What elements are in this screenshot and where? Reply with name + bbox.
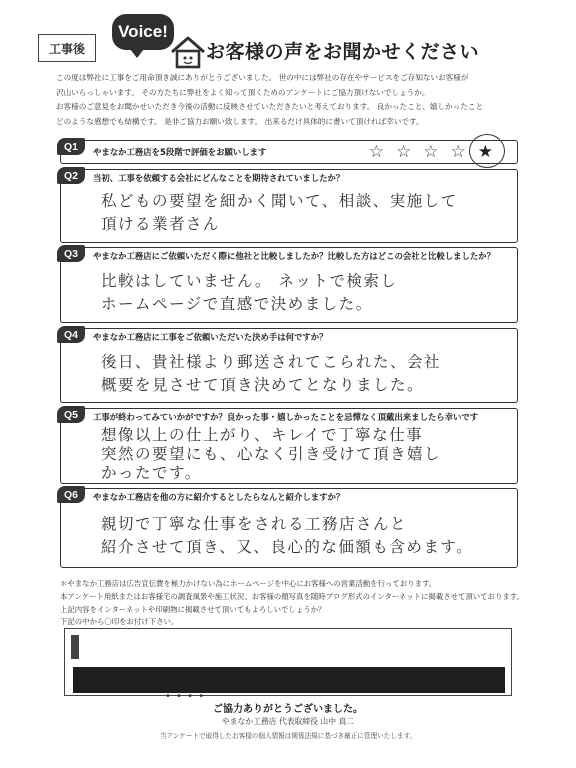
note-line: ＊やまなか工務店は広告宣伝費を極力かけない為にホームページを中心にお客様への営業活動を行っております。 <box>60 579 437 588</box>
question-text: 工事が終わってみていかがですか？良かった事・嬉しかったことを忌憚なく頂戴出来ましたら幸いです <box>93 412 479 422</box>
redacted-area <box>73 667 505 693</box>
handwritten-answer <box>101 351 441 397</box>
question-label: Q6 <box>57 486 85 503</box>
voice-bubble: Voice! <box>112 14 174 50</box>
answer-line: かったです。 <box>101 464 202 482</box>
question-label: Q2 <box>57 167 85 184</box>
house-icon <box>168 34 208 70</box>
footer-notes <box>60 578 530 629</box>
question-text: やまなか工務店を5段階で評価をお願いします <box>93 147 267 157</box>
question-q5 <box>60 408 518 484</box>
question-text: 当初、工事を依頼する会社にどんなことを期待されていましたか？ <box>93 173 345 183</box>
note-line: 下記の中から〇印をお付け下さい。 <box>60 617 179 627</box>
privacy-note: 当アンケートで取得したお客様の個人情報は関係法規に基づき厳正に管理いたします。 <box>159 732 417 740</box>
question-label: Q1 <box>57 138 85 155</box>
intro-line: お客様のご意見をお聞かせいただき今後の活動に反映させていただきたいと考えております。 良かったこと、嬉しかったこと <box>56 102 484 112</box>
answer-line: 想像以上の仕上がり、キレイで丁寧な仕事 <box>101 426 424 444</box>
answer-line: 概要を見させて頂き決めてとなりました。 <box>101 376 425 394</box>
page-title: お客様の声をお聞かせください <box>206 41 480 63</box>
note-line: 本アンケート用紙またはお客様宅の調査風景や施工状況、お客様の顔写真を随時ブログ形式のインターネットに掲載させて頂いております。 <box>60 591 524 601</box>
rating-stars <box>369 141 493 163</box>
question-text: やまなか工務店に工事をご依頼いただいた決め手は何ですか？ <box>93 332 328 342</box>
question-label: Q4 <box>57 326 85 343</box>
question-text: やまなか工務店にご依頼いただく際に他社と比較しましたか？比較した方はどこの会社と比較しましたか？ <box>93 251 495 261</box>
question-q4 <box>60 328 518 403</box>
intro-text <box>56 72 526 130</box>
star-outline-icon: ☆ <box>368 142 384 162</box>
handwritten-answer <box>101 190 458 236</box>
answer-line: 私どもの要望を細かく聞いて、相談、実施して <box>101 192 458 210</box>
intro-line: この度は弊社に工事をご用命頂き誠にありがとうございました。 世の中には弊社の存在やサービスをご存知ないお客様が <box>56 73 469 82</box>
intro-line: 沢山いらっしゃいます。 その方たちに弊社をよく知って頂くためのアンケートにご協力頂けないでしょうか。 <box>56 87 430 97</box>
answer-line: ホームページで直感で決めました。 <box>101 295 373 313</box>
question-q1 <box>60 140 518 164</box>
answer-line: 突然の要望にも、心なく引き受けて頂き嬉し <box>101 445 442 463</box>
question-q2 <box>60 169 518 243</box>
question-q3 <box>60 247 518 323</box>
dots: • • • • <box>165 691 206 702</box>
handwritten-answer <box>101 513 473 559</box>
company-signature: やまなか工務店 代表取締役 山中 真二 <box>221 717 355 726</box>
answer-line: 紹介させて頂き、又、良心的な価額も含めます。 <box>101 538 474 556</box>
star-filled-icon: ★ <box>477 142 493 162</box>
handwritten-answer <box>101 426 441 483</box>
question-label: Q3 <box>57 245 85 262</box>
answer-line: 頂ける業者さん <box>101 215 221 233</box>
intro-line: どのような感想でも結構です。 是非ご協力お願い致します。 出来るだけ具体的に書いて頂ければ幸いです。 <box>56 116 424 126</box>
answer-line: 比較はしていません。 ネットで検索し <box>101 272 398 290</box>
star-outline-icon: ☆ <box>396 142 412 162</box>
question-text: やまなか工務店を他の方に紹介するとしたらなんと紹介しますか？ <box>93 492 345 502</box>
answer-line: 親切で丁寧な仕事をされる工務店さんと <box>101 515 408 533</box>
thanks-text: ご協力ありがとうございました。 <box>213 704 363 715</box>
document-tag: 工事後 <box>38 34 96 62</box>
note-line: 上記内容をインターネットや印刷物に掲載させて頂いてもよろしいでしょうか？ <box>60 604 326 614</box>
star-outline-icon: ☆ <box>423 142 439 162</box>
star-outline-icon: ☆ <box>450 142 466 162</box>
publication-consent-box <box>64 628 512 702</box>
handwritten-answer <box>101 270 397 316</box>
marker-bar <box>71 635 79 659</box>
question-label: Q5 <box>57 406 85 423</box>
question-q6 <box>60 488 518 568</box>
answer-line: 後日、貴社様より郵送されてこられた、会社 <box>101 353 442 371</box>
